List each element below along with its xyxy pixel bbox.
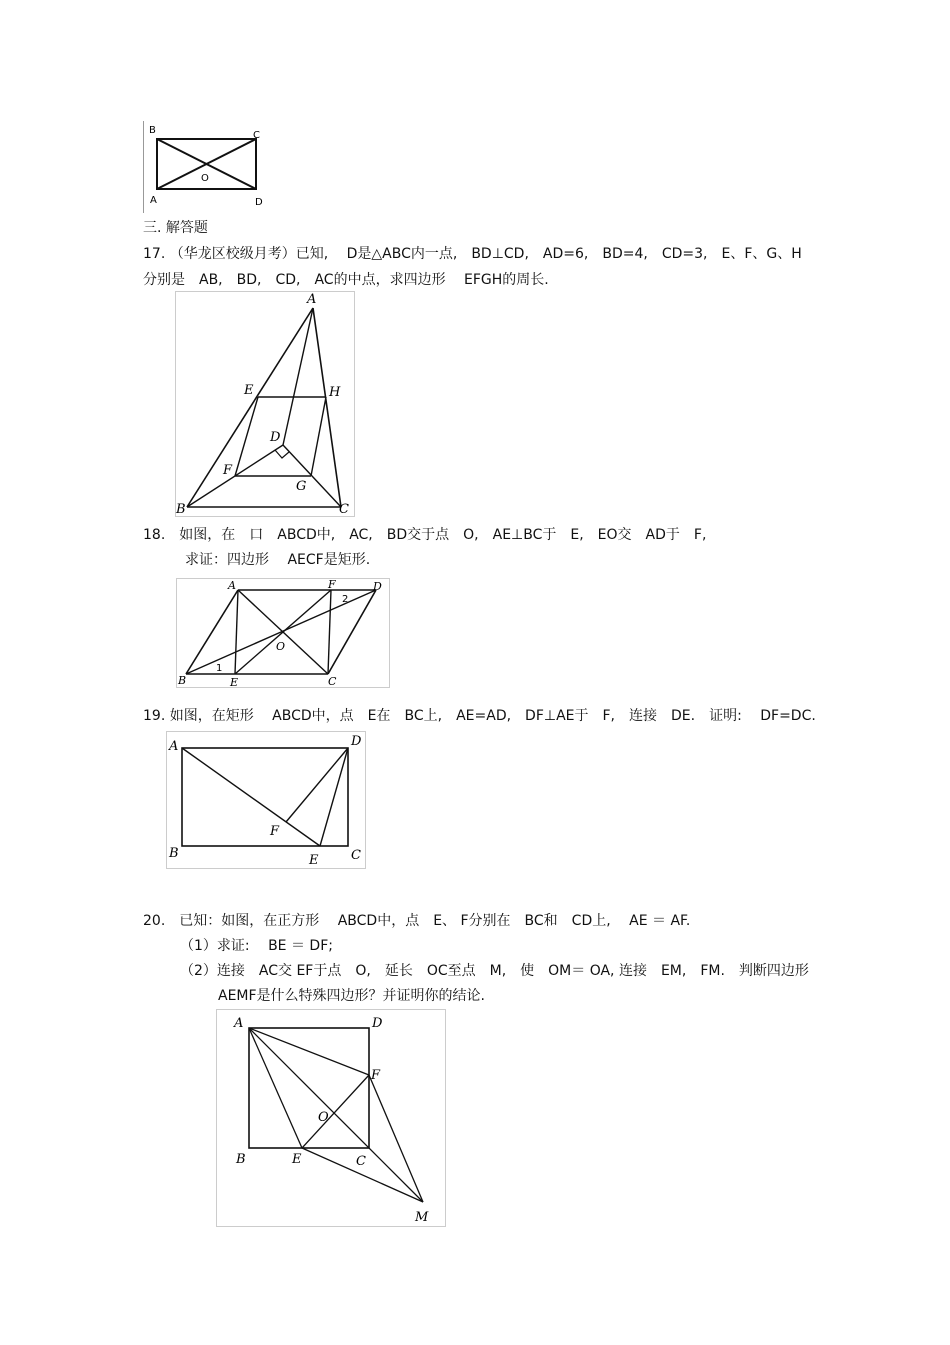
q18-figure bbox=[176, 578, 390, 688]
rectangle-diagonal-figure bbox=[143, 121, 271, 213]
q20-label-A: A bbox=[234, 1016, 244, 1031]
q17-label-H: H bbox=[329, 385, 341, 400]
q19-figure bbox=[166, 731, 366, 869]
label-B: B bbox=[149, 125, 156, 136]
q18-label-O: O bbox=[276, 640, 286, 653]
q18-label-E: E bbox=[230, 676, 239, 688]
q20-line2: （1）求证: BE ＝ DF; bbox=[180, 938, 333, 954]
q18-label-A: A bbox=[228, 579, 236, 592]
q19-line1: 19. 如图，在矩形 ABCD中，点 E在 BC上, AE=AD, DF⊥AE于 F, 连接 DE. 证明: DF=DC. bbox=[143, 708, 816, 724]
q17-triangle-svg bbox=[175, 291, 355, 517]
q18-angle-1: 1 bbox=[216, 663, 223, 674]
q20-label-O: O bbox=[318, 1110, 329, 1125]
q18-label-F: F bbox=[328, 578, 336, 591]
q17-label-F: F bbox=[223, 463, 233, 478]
q19-rectangle-svg bbox=[166, 731, 366, 869]
q20-line3: （2）连接 AC交 EF于点 O, 延长 OC至点 M, 使 OM＝ OA, 连接 EM, FM. 判断四边形 bbox=[180, 963, 809, 979]
q18-label-C: C bbox=[328, 675, 337, 688]
q20-label-F: F bbox=[371, 1068, 381, 1083]
q18-parallelogram-svg bbox=[176, 578, 390, 688]
q17-figure bbox=[175, 291, 355, 517]
q19-label-B: B bbox=[169, 846, 179, 861]
q18-line2: 求证：四边形 AECF是矩形. bbox=[185, 552, 371, 568]
q20-label-C: C bbox=[356, 1154, 366, 1169]
label-A: A bbox=[150, 195, 157, 206]
q17-label-G: G bbox=[296, 479, 307, 494]
q17-label-B: B bbox=[176, 502, 186, 517]
label-C: C bbox=[253, 130, 260, 141]
q17-label-D: D bbox=[270, 430, 281, 445]
q19-label-D: D bbox=[351, 734, 362, 749]
q20-label-E: E bbox=[292, 1152, 302, 1167]
q17-label-E: E bbox=[244, 383, 254, 398]
q19-label-C: C bbox=[351, 848, 361, 863]
q20-square-svg bbox=[216, 1009, 446, 1227]
rectangle-diagonal-svg bbox=[143, 121, 271, 213]
q18-label-D: D bbox=[373, 580, 382, 593]
q18-label-B: B bbox=[178, 674, 187, 687]
q20-line1: 20. 已知：如图，在正方形 ABCD中，点 E、 F分别在 BC和 CD上, AE ＝ AF. bbox=[143, 913, 691, 929]
q20-label-M: M bbox=[415, 1210, 429, 1225]
q18-angle-2: 2 bbox=[342, 594, 349, 605]
q17-label-C: C bbox=[339, 502, 349, 517]
q19-label-F: F bbox=[270, 824, 280, 839]
label-D: D bbox=[255, 197, 263, 208]
q17-line1: 17. （华龙区校级月考）已知, D是△ABC内一点, BD⊥CD, AD=6, BD=4, CD=3, E、F、G、H bbox=[143, 246, 802, 262]
q17-label-A: A bbox=[307, 292, 317, 307]
label-O: O bbox=[201, 173, 209, 184]
q20-line4: AEMF是什么特殊四边形？并证明你的结论. bbox=[218, 988, 486, 1004]
q17-line2: 分别是 AB, BD, CD, AC的中点，求四边形 EFGH的周长. bbox=[143, 272, 549, 288]
section-title: 三. 解答题 bbox=[143, 220, 208, 236]
q19-label-E: E bbox=[309, 853, 319, 868]
q20-label-D: D bbox=[372, 1016, 383, 1031]
q19-label-A: A bbox=[169, 739, 179, 754]
q18-line1: 18. 如图，在 口 ABCD中, AC, BD交于点 O, AE⊥BC于 E, EO交 AD于 F, bbox=[143, 527, 707, 543]
q20-label-B: B bbox=[236, 1152, 246, 1167]
q20-figure bbox=[216, 1009, 446, 1227]
